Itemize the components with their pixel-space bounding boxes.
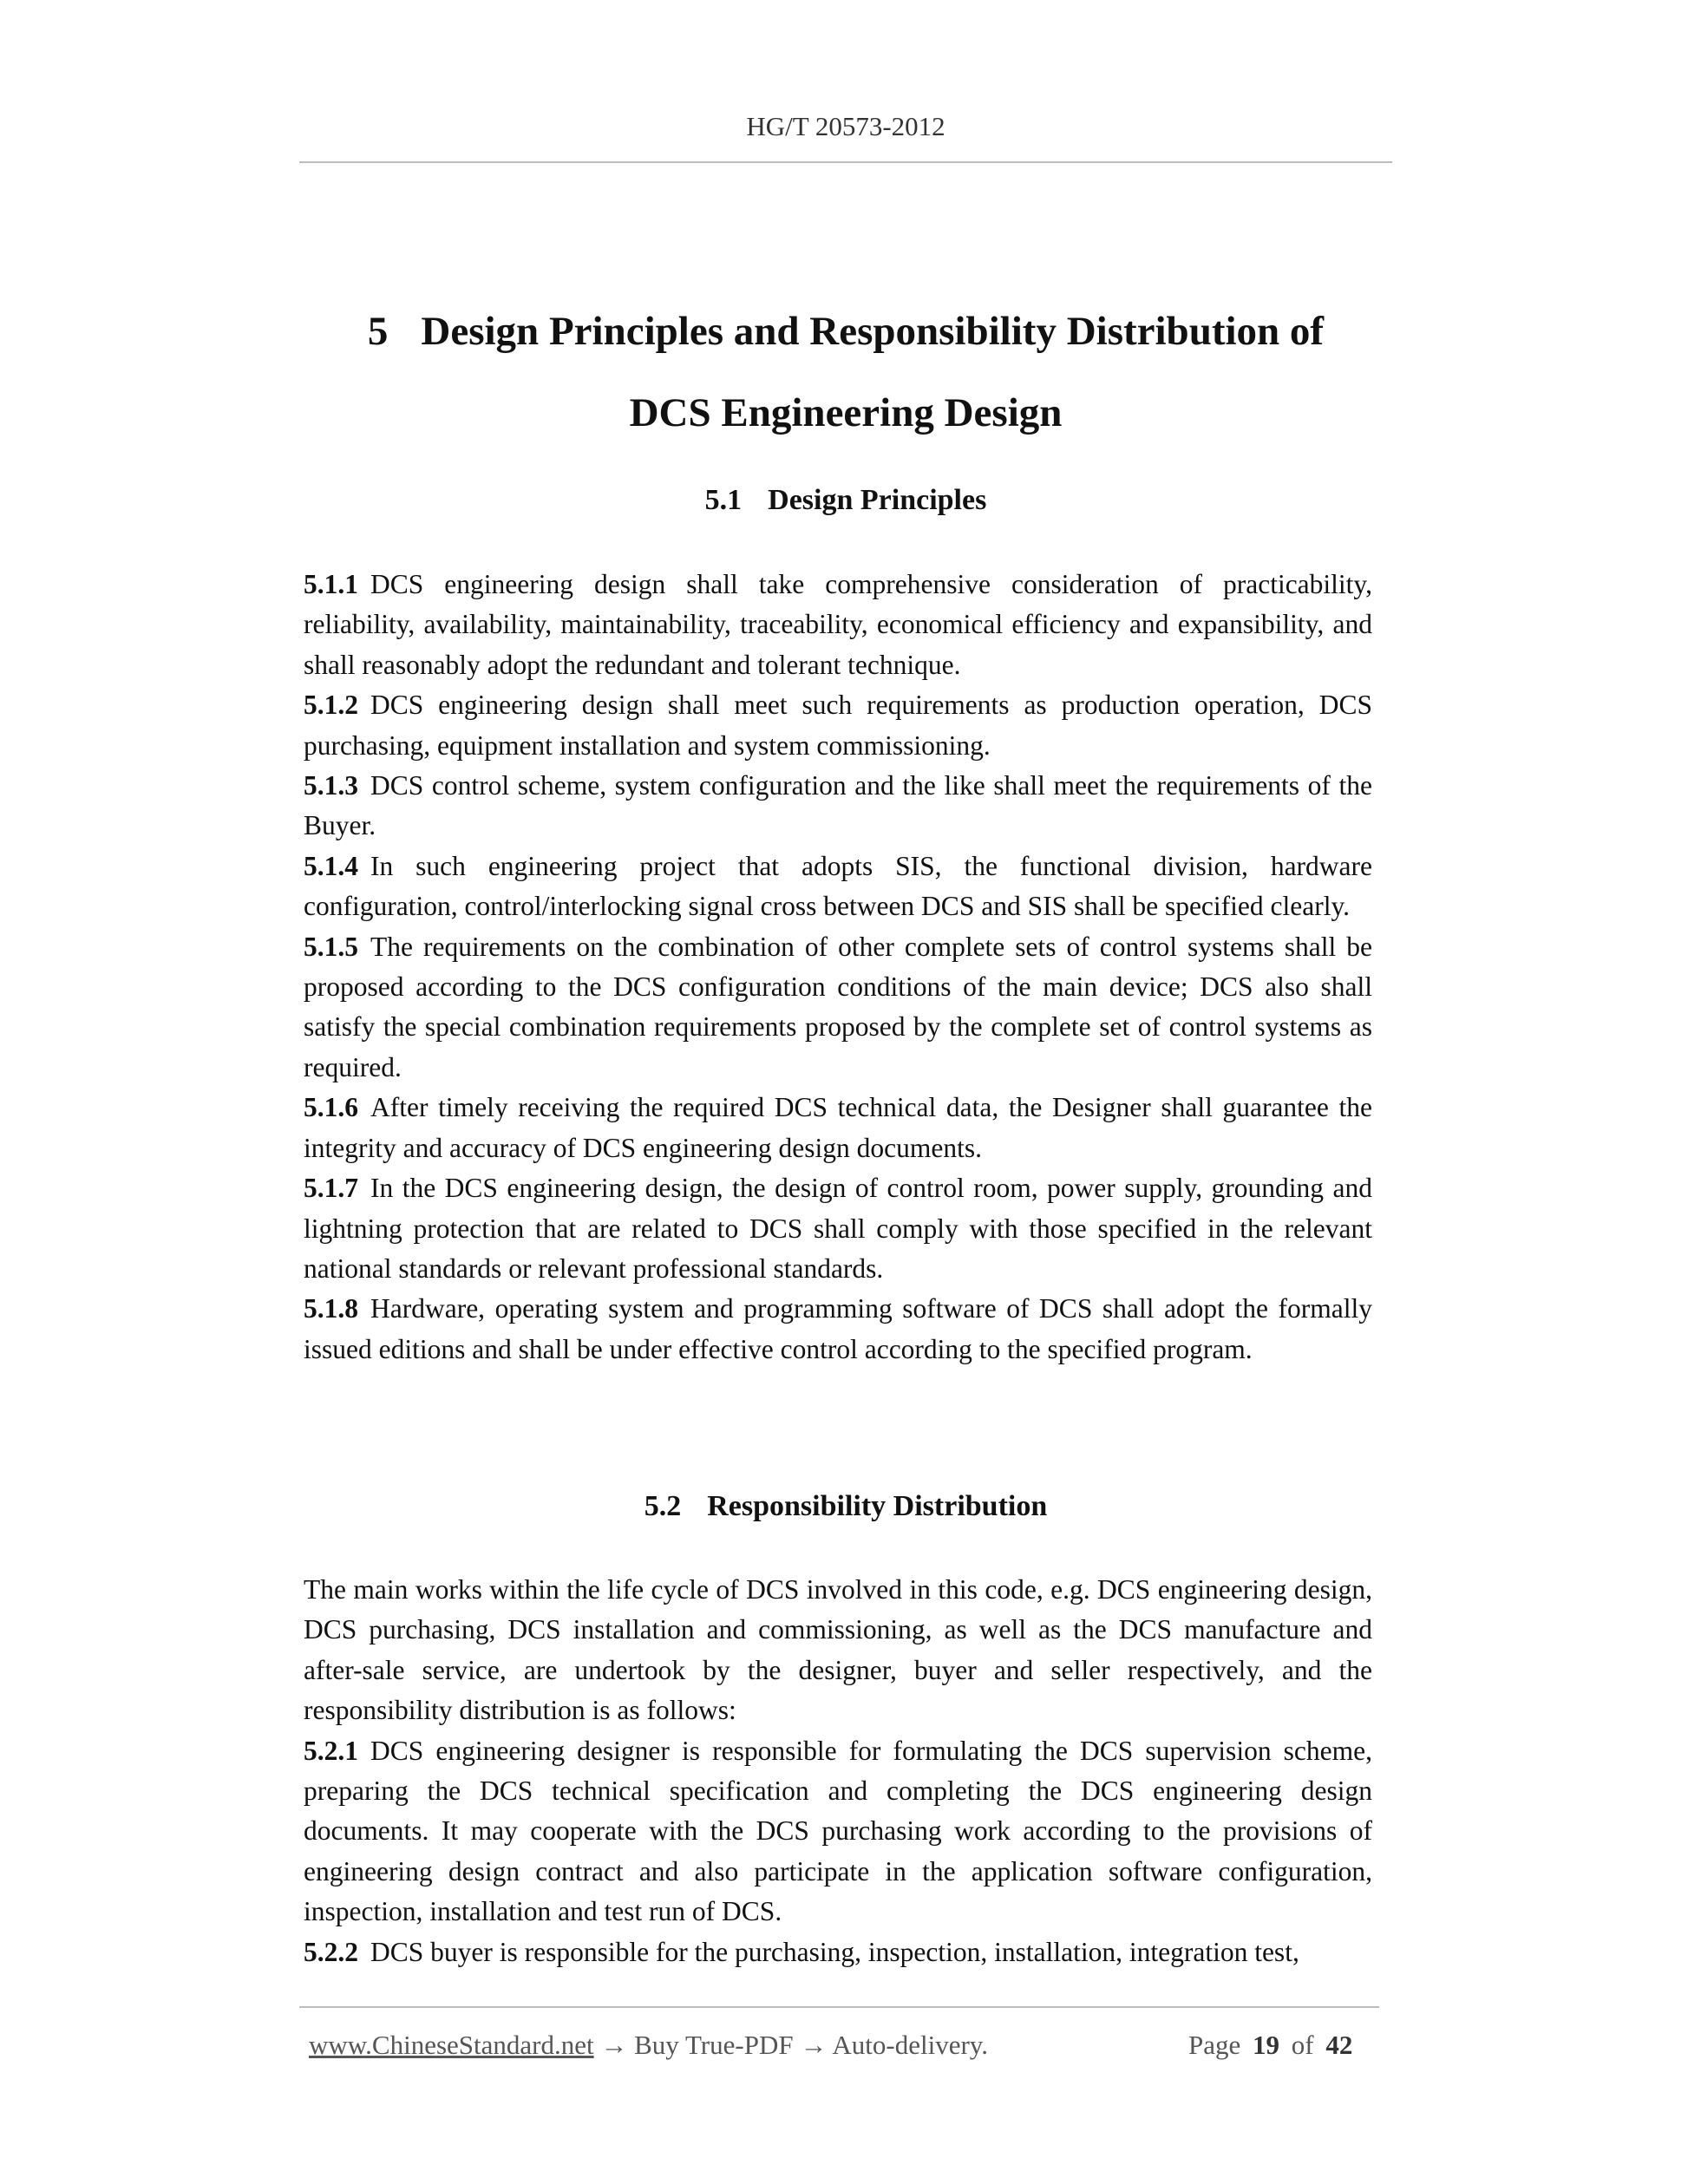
footer-divider (299, 2006, 1379, 2008)
page-indicator (1188, 2030, 1358, 2061)
buy-pdf-text: Buy True-PDF (634, 2030, 794, 2060)
section-title: Design Principles (768, 484, 987, 516)
arrow-right-icon: → (600, 2030, 628, 2060)
section-title: Responsibility Distribution (707, 1490, 1048, 1522)
page-label: Page (1188, 2030, 1241, 2060)
chapter-title (299, 291, 1392, 454)
clause-text: DCS control scheme, system configuration and the like shall meet the requirements of the Buyer. (304, 770, 1372, 841)
page-current: 19 (1253, 2030, 1280, 2060)
clause-number: 5.1.7 (304, 1173, 358, 1204)
clause-text: In such engineering project that adopts SIS, the functional division, hardware configuration, control/interlocking signal cross between DCS and SIS shall be specified clearly. (304, 850, 1372, 922)
section-number: 5.1 (704, 484, 743, 516)
clause-number: 5.2.1 (304, 1735, 358, 1766)
clause-5-1-6 (304, 1088, 1372, 1168)
clause-number: 5.1.2 (304, 690, 358, 721)
site-link[interactable]: www.ChineseStandard.net (309, 2030, 594, 2060)
section-heading-5-1 (299, 484, 1392, 517)
clause-text: DCS buyer is responsible for the purchasing, inspection, installation, integration test, (370, 1936, 1299, 1967)
document-code-header: HG/T 20573-2012 (746, 111, 945, 141)
auto-delivery-text: Auto-delivery. (832, 2030, 989, 2060)
chapter-title-line1 (299, 291, 1392, 372)
clause-number: 5.1.3 (304, 770, 358, 801)
clause-text: The requirements on the combination of other complete sets of control systems shall be proposed according to the DCS configuration conditions of the main device; DCS also shall satisfy the special combination requirements proposed by the complete set of control systems as required. (304, 931, 1372, 1082)
clause-number: 5.2.2 (304, 1936, 358, 1967)
clause-text: Hardware, operating system and programming software of DCS shall adopt the formally issued editions and shall be under effective control according to the specified program. (304, 1293, 1372, 1364)
clause-5-1-8 (304, 1289, 1372, 1370)
chapter-number: 5 (367, 309, 389, 354)
clause-5-1-2 (304, 685, 1372, 766)
clause-number: 5.1.4 (304, 850, 358, 881)
clause-number: 5.1.1 (304, 569, 358, 599)
clause-5-2-2 (304, 1932, 1372, 1972)
clause-number: 5.1.5 (304, 931, 358, 962)
clause-text: In the DCS engineering design, the design of control room, power supply, grounding and lightning protection that are related to DCS shall comply with those specified in the relevant national standards or relevant professional standards. (304, 1173, 1372, 1284)
clause-text: DCS engineering design shall take comprehensive consideration of practicability, reliability, availability, maintainability, traceability, economical efficiency and expansibility, and shall reasonably adopt the redundant and tolerant technique. (304, 569, 1372, 680)
clause-5-1-5 (304, 927, 1372, 1089)
chapter-title-text1: Design Principles and Responsibility Distribution of (421, 309, 1325, 354)
clause-5-1-1 (304, 565, 1372, 685)
clause-5-2-1 (304, 1731, 1372, 1932)
section-5-2-intro: The main works within the life cycle of DCS involved in this code, e.g. DCS engineering design, DCS purchasing, DCS installation and commissioning, as well as the DCS manufacture and after-sale service, are undertook by the designer, buyer and seller respectively, and the responsibility distribution is as follows: (304, 1574, 1372, 1726)
section-number: 5.2 (644, 1490, 682, 1522)
page-total: 42 (1325, 2030, 1353, 2060)
of-label: of (1291, 2030, 1314, 2060)
chapter-title-line2: DCS Engineering Design (629, 390, 1063, 435)
section-5-1-body (304, 565, 1372, 1370)
clause-5-1-4 (304, 847, 1372, 927)
clause-text: DCS engineering design shall meet such requirements as production operation, DCS purchasing, equipment installation and system commissioning. (304, 690, 1372, 761)
clause-5-1-7 (304, 1168, 1372, 1289)
footer-promo (309, 2030, 988, 2061)
clause-5-1-3 (304, 766, 1372, 847)
arrow-right-icon: → (800, 2030, 828, 2060)
section-5-2-body (304, 1570, 1372, 1972)
clause-number: 5.1.6 (304, 1092, 358, 1123)
clause-text: DCS engineering designer is responsible for formulating the DCS supervision scheme, preparing the DCS technical specification and completing the DCS engineering design documents. It may cooperate with the DCS purchasing work according to the provisions of engineering design contract and also participate in the application software configuration, inspection, installation and test run of DCS. (304, 1735, 1372, 1927)
clause-number: 5.1.8 (304, 1293, 358, 1324)
header-divider (299, 161, 1392, 163)
clause-text: After timely receiving the required DCS technical data, the Designer shall guarantee the integrity and accuracy of DCS engineering design documents. (304, 1092, 1372, 1163)
section-heading-5-2 (299, 1490, 1392, 1523)
